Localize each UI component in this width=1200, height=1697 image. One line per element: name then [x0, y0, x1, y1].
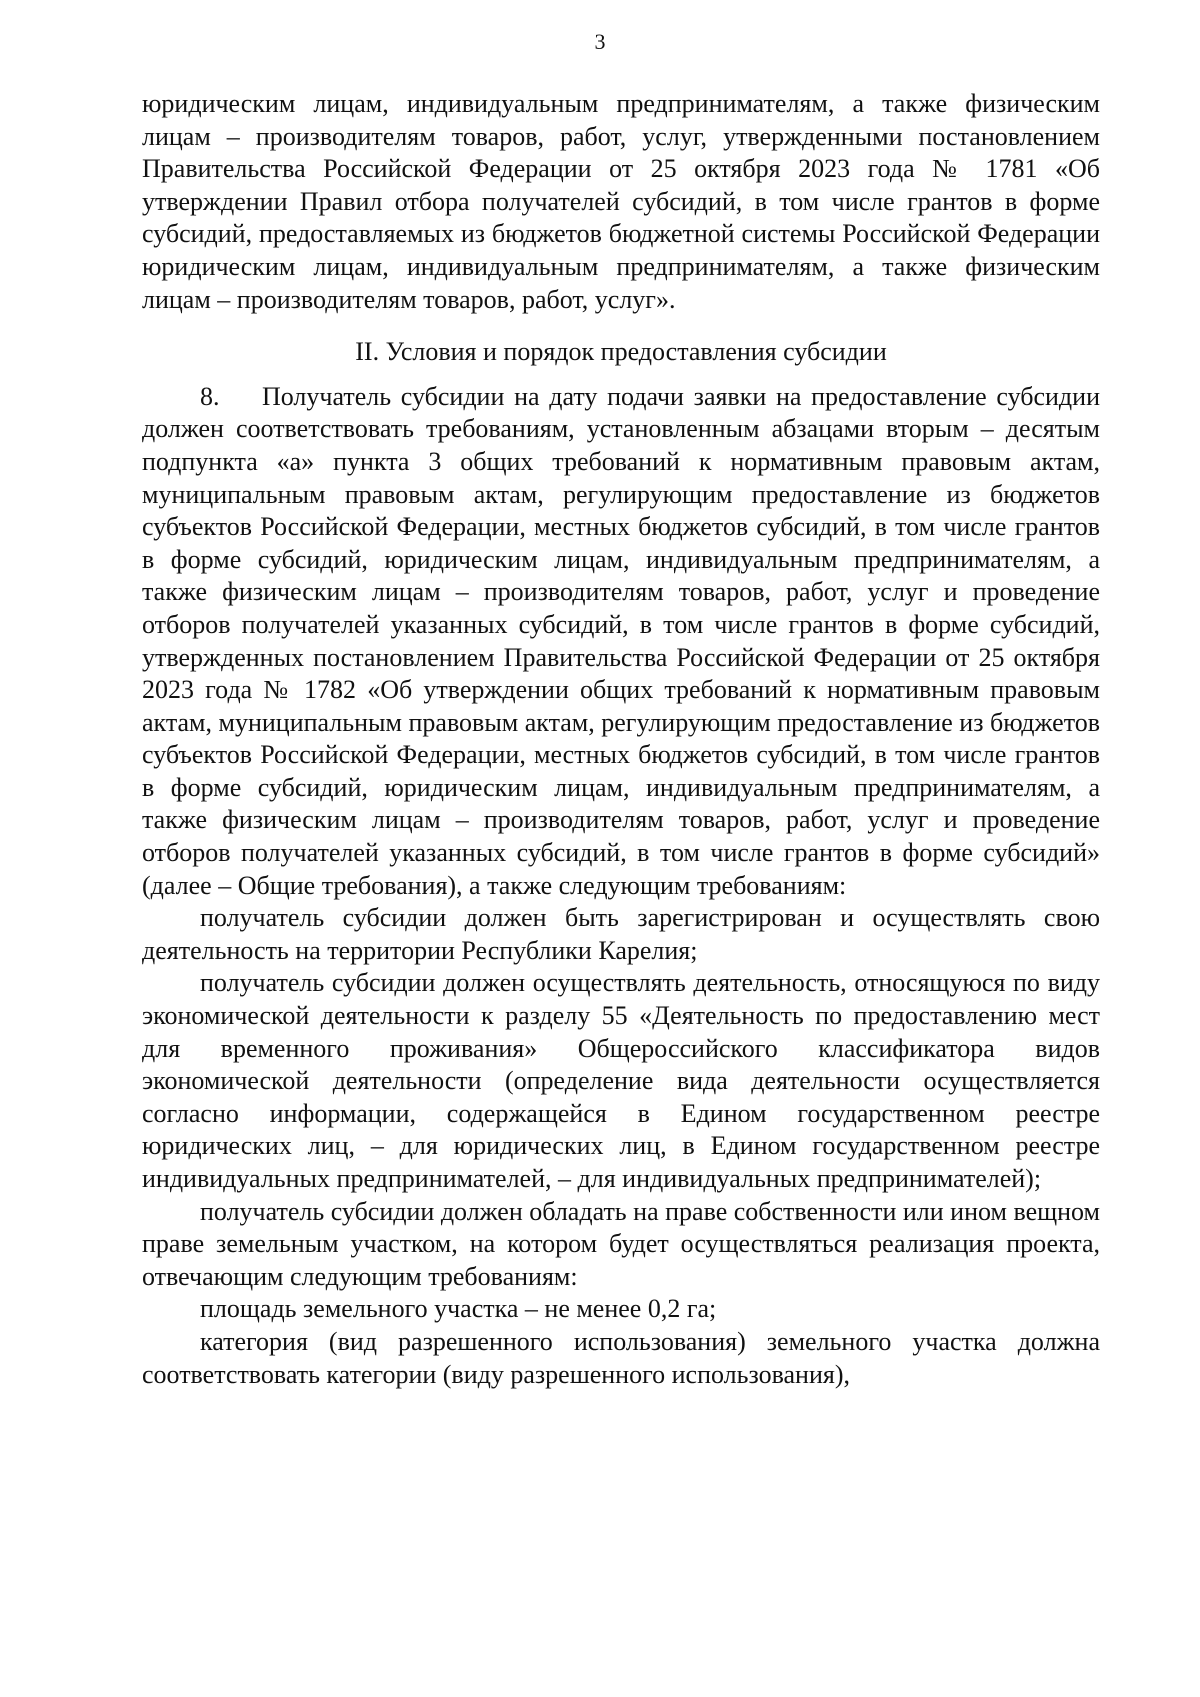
requirement-land-category: категория (вид разрешенного использования) земельного участка должна соответствовать категории (виду разрешенного использования),: [142, 1326, 1100, 1389]
requirement-activity: получатель субсидии должен осуществлять деятельность, относящуюся по виду экономической деятельности к разделу 55 «Деятельность по предоставлению мест для временного проживания» Общероссийского классификатора видов экономической деятельности (определение вида деятельности осуществляется согласно информации, содержащейся в Едином государственном реестре юридических лиц, – для юридических лиц, в Едином государственном реестре индивидуальных предпринимателей, – для индивидуальных предпринимателей);: [142, 968, 1100, 1193]
paragraph-8: [142, 381, 1100, 903]
requirement-land-area: площадь земельного участка – не менее 0,2 га;: [200, 1294, 717, 1324]
section-heading: II. Условия и порядок предоставления субсидии: [355, 337, 887, 367]
requirement-registration: получатель субсидии должен быть зарегистрирован и осуществлять свою деятельность на территории Республики Карелия;: [142, 903, 1100, 965]
paragraph-8-number: 8.: [200, 381, 220, 411]
page-number: 3: [594, 29, 606, 54]
requirement-land-plot: получатель субсидии должен обладать на праве собственности или ином вещном праве земельным участком, на котором будет осуществляться реализация проекта, отвечающим следующим требованиям:: [142, 1196, 1101, 1291]
paragraph-8-text: Получатель субсидии на дату подачи заявки на предоставление субсидии должен соответствовать требованиям, установленным абзацами вторым – десятым подпункта «а» пункта 3 общих требований к нормативным правовым актам, муниципальным правовым актам, регулирующим предоставление из бюджетов субъектов Российской Федерации, местных бюджетов субсидий, в том числе грантов в форме субсидий, юридическим лицам, индивидуальным предпринимателям, а также физическим лицам – производителям товаров, работ, услуг и проведение отборов получателей указанных субсидий, в том числе грантов в форме субсидий, утвержденных постановлением Правительства Российской Федерации от 25 октября 2023 года № 1782 «Об утверждении общих требований к нормативным правовым актам, муниципальным правовым актам, регулирующим предоставление из бюджетов субъектов Российской Федерации, местных бюджетов субсидий, в том числе грантов в форме субсидий, юридическим лицам, индивидуальным предпринимателям, а также физическим лицам – производителям товаров, работ, услуг и проведение отборов получателей указанных субсидий, в том числе грантов в форме субсидий» (далее – Общие требования), а также следующим требованиям:: [142, 381, 1100, 900]
paragraph-continuation: юридическим лицам, индивидуальным предпринимателям, а также физическим лицам – производителям товаров, работ, услуг, утвержденными постановлением Правительства Российской Федерации от 25 октября 2023 года № 1781 «Об утверждении Правил отбора получателей субсидий, в том числе грантов в форме субсидий, предоставляемых из бюджетов бюджетной системы Российской Федерации юридическим лицам, индивидуальным предпринимателям, а также физическим лицам – производителям товаров, работ, услуг».: [142, 89, 1100, 314]
document-body: [142, 88, 1100, 1391]
